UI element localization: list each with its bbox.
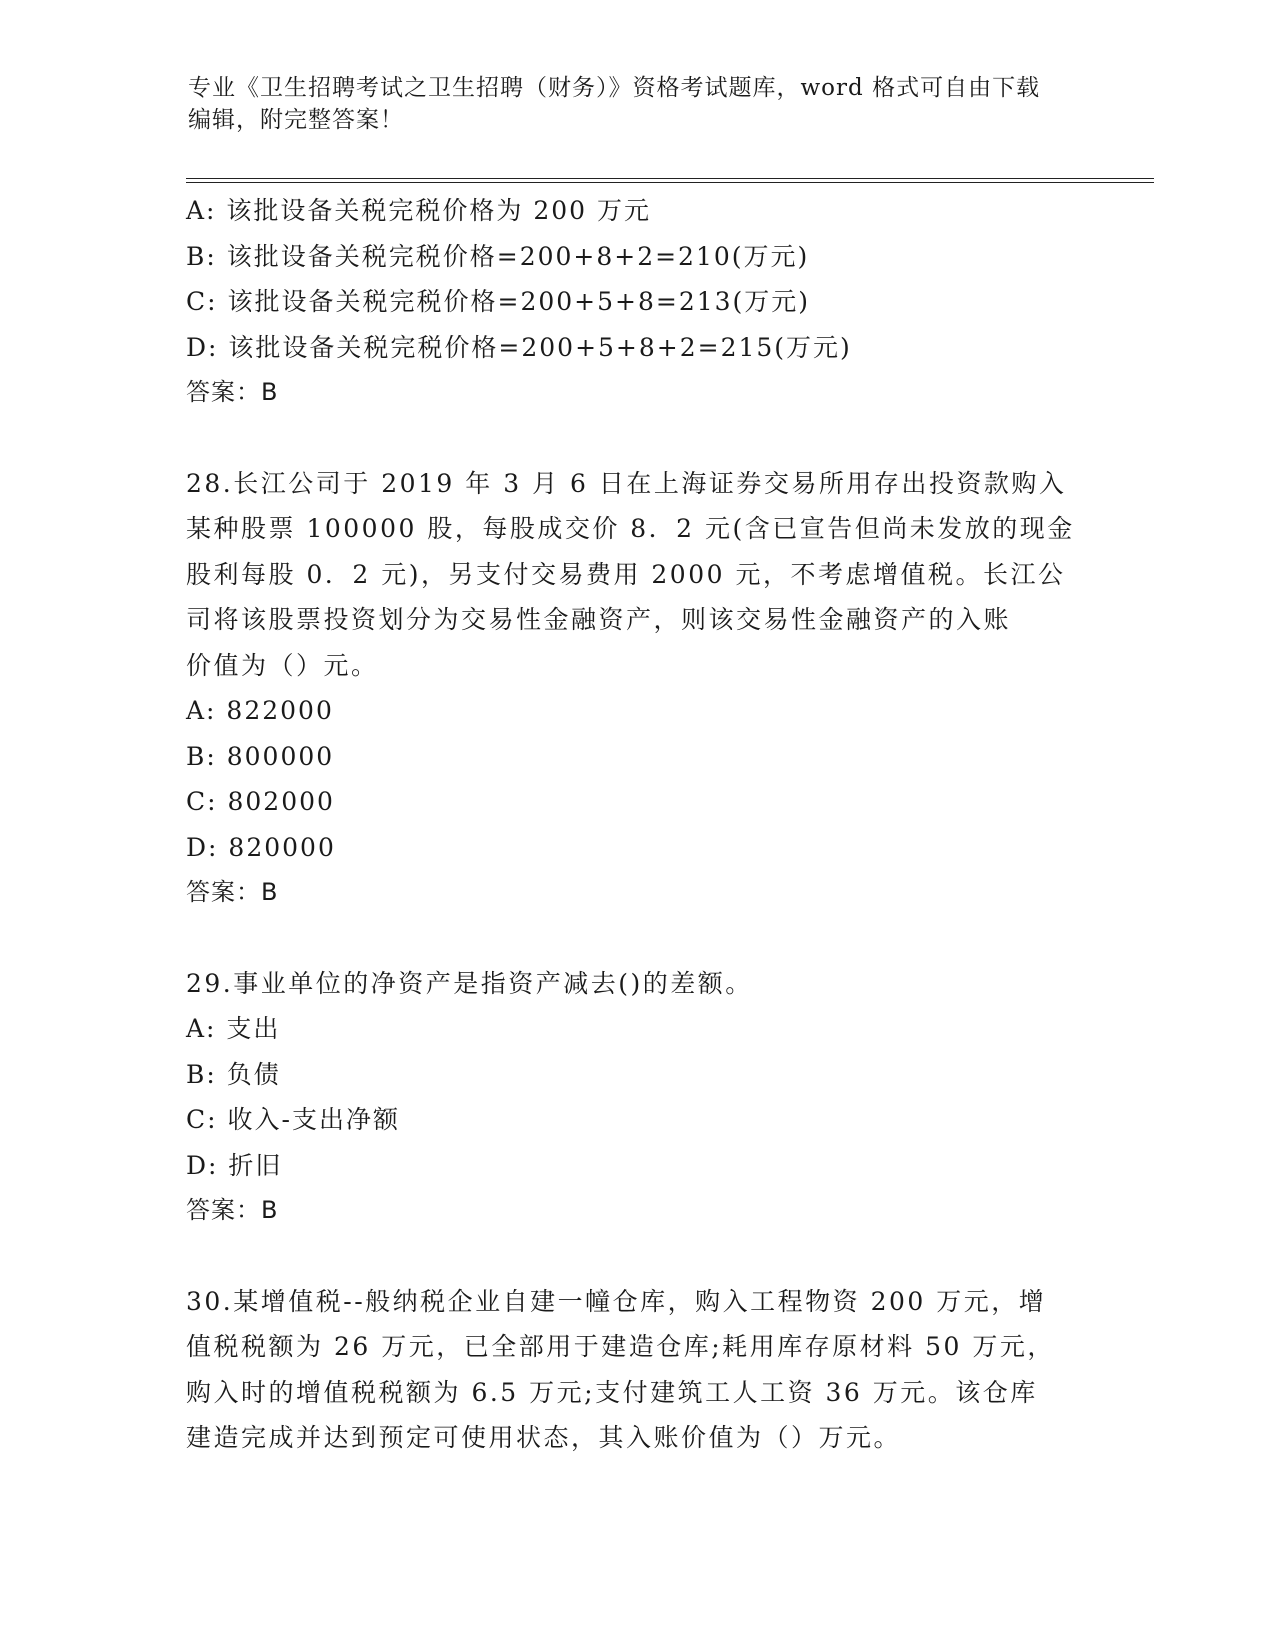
option-b: B: 负债 — [186, 1059, 281, 1089]
stem-line: 30.某增值税--般纳税企业自建一幢仓库，购入工程物资 200 万元，增 — [186, 1286, 1047, 1316]
option-b: B: 800000 — [186, 741, 335, 771]
option-c: C: 该批设备关税完税价格=200+5+8=213(万元) — [186, 287, 811, 316]
answer-label: 答案：B — [186, 378, 279, 406]
question-spacer — [186, 1234, 1086, 1279]
header-line-1: 专业《卫生招聘考试之卫生招聘（财务）》资格考试题库，word 格式可自由下载 — [188, 75, 1041, 101]
stem-line: 29.事业单位的净资产是指资产减去()的差额。 — [186, 968, 753, 998]
option-d: D: 该批设备关税完税价格=200+5+8+2=215(万元) — [186, 332, 852, 362]
answer-label: 答案：B — [186, 878, 279, 906]
option-c: C: 收入-支出净额 — [186, 1105, 400, 1134]
question-stem — [186, 461, 1086, 689]
header-divider-top — [186, 178, 1154, 179]
question-28 — [186, 461, 1086, 916]
stem-line: 司将该股票投资划分为交易性金融资产，则该交易性金融资产的入账 — [186, 605, 1012, 634]
stem-line: 价值为（）元。 — [186, 650, 379, 680]
stem-line: 购入时的增值税税额为 6.5 万元;支付建筑工人工资 36 万元。该仓库 — [186, 1377, 1038, 1407]
option-b: B: 该批设备关税完税价格=200+8+2=210(万元) — [186, 241, 810, 271]
question-spacer — [186, 916, 1086, 961]
question-30 — [186, 1279, 1086, 1461]
question-stem — [186, 1279, 1086, 1461]
option-a: A: 支出 — [186, 1014, 281, 1043]
answer-label: 答案：B — [186, 1196, 279, 1224]
stem-line: 股利每股 0．2 元)，另支付交易费用 2000 元，不考虑增值税。长江公 — [186, 559, 1066, 589]
stem-line: 某种股票 100000 股，每股成交价 8．2 元(含已宣告但尚未发放的现金 — [186, 514, 1075, 543]
stem-line: 28.长江公司于 2019 年 3 月 6 日在上海证券交易所用存出投资款购入 — [186, 468, 1067, 498]
option-c: C: 802000 — [186, 787, 335, 816]
question-content — [186, 188, 1086, 1461]
question-27 — [186, 188, 1086, 416]
option-d: D: 820000 — [186, 832, 336, 862]
stem-line: 值税税额为 26 万元，已全部用于建造仓库;耗用库存原材料 50 万元， — [186, 1332, 1055, 1361]
stem-line: 建造完成并达到预定可使用状态，其入账价值为（）万元。 — [186, 1423, 902, 1452]
header-line-2: 编辑，附完整答案！ — [188, 107, 404, 133]
header-divider-bottom — [186, 182, 1154, 183]
question-spacer — [186, 416, 1086, 461]
question-29 — [186, 961, 1086, 1234]
option-a: A: 该批设备关税完税价格为 200 万元 — [186, 196, 652, 225]
document-header — [188, 72, 1068, 136]
question-stem — [186, 961, 1086, 1007]
option-a: A: 822000 — [186, 696, 334, 725]
option-d: D: 折旧 — [186, 1150, 283, 1180]
